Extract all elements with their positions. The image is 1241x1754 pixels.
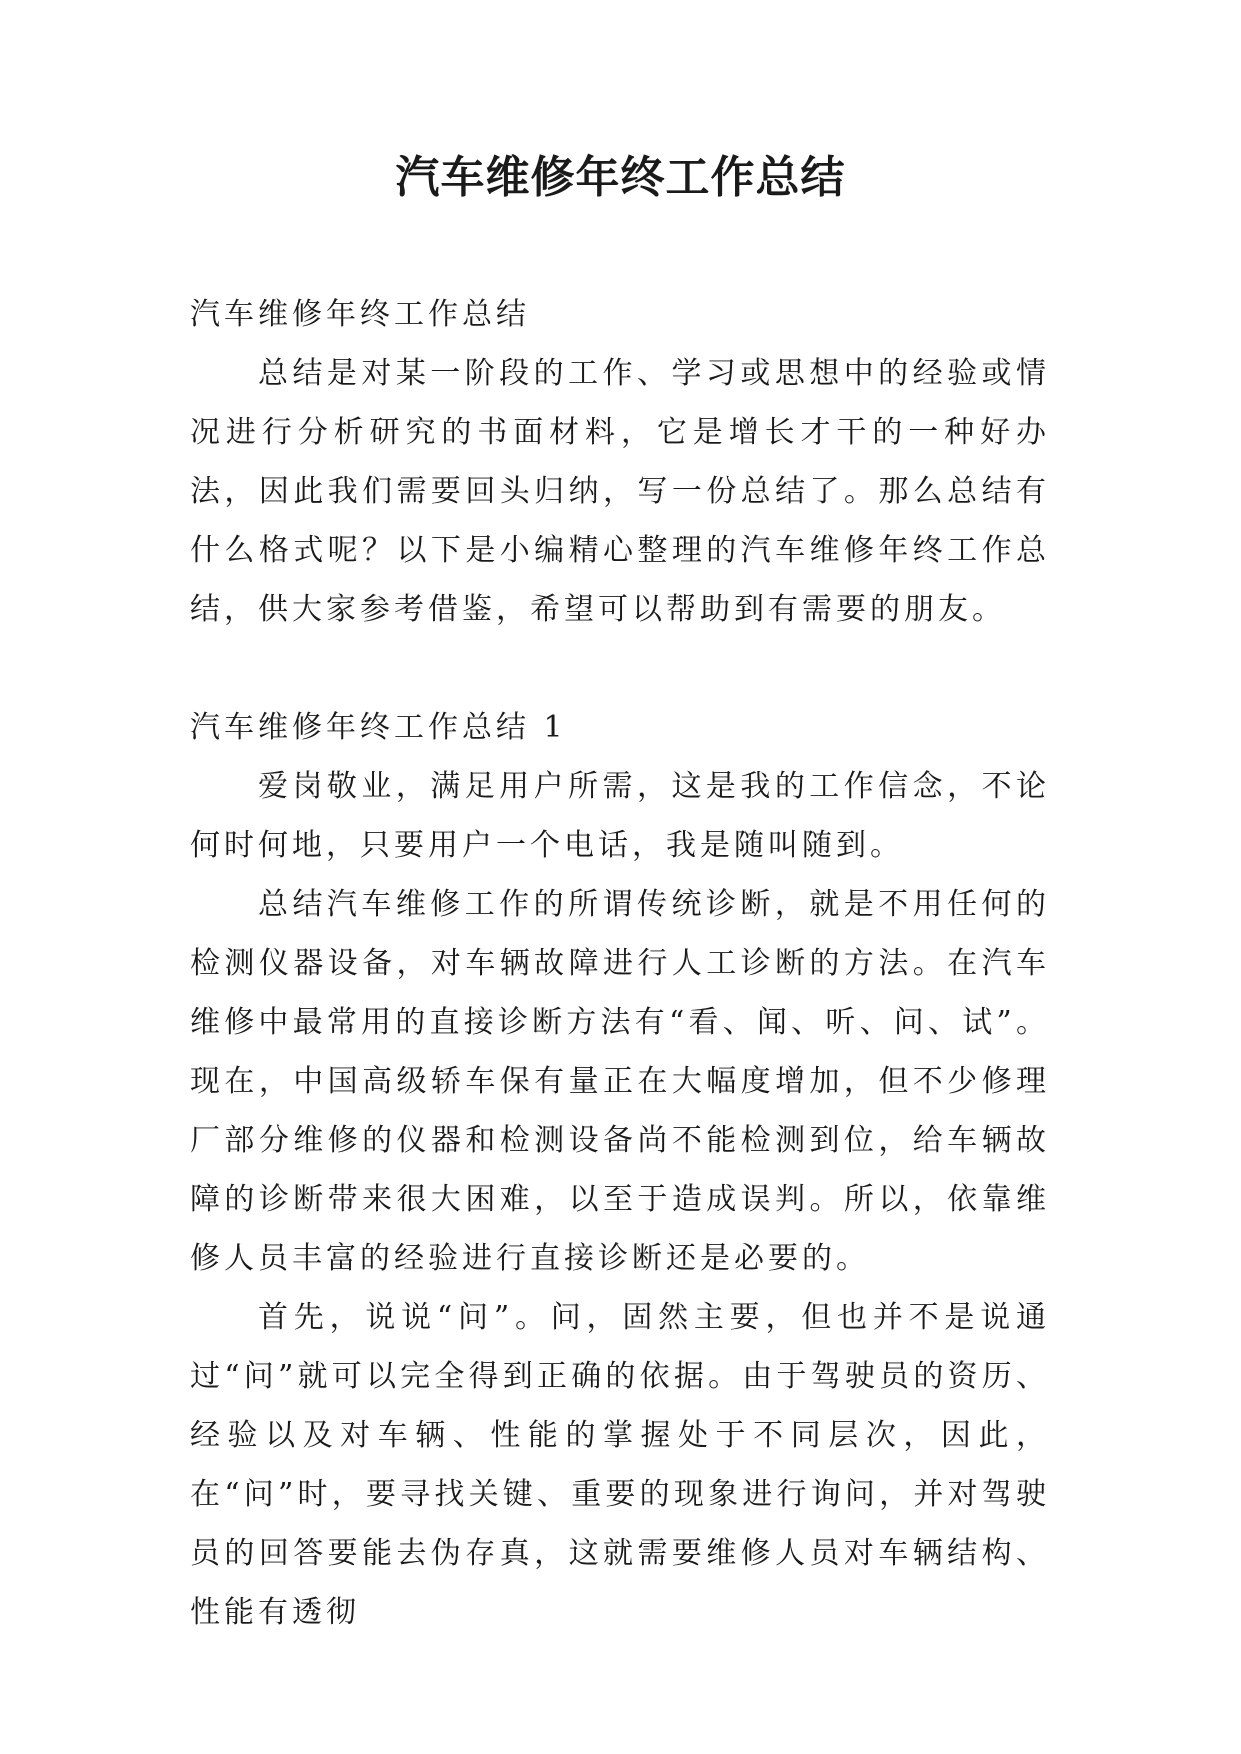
- section-1-paragraph-3: 首先，说说“问”。问，固然主要，但也并不是说通过“问”就可以完全得到正确的依据。由于驾驶员的资历、经验以及对车辆、性能的掌握处于不同层次，因此，在“问”时，要寻找关键、重要的现象进行询问，并对驾驶员的回答要能去伪存真，这就需要维修人员对车辆结构、性能有透彻: [190, 1300, 1050, 1630]
- intro-heading: 汽车维修年终工作总结: [190, 297, 530, 332]
- section-1-heading: 汽车维修年终工作总结 1: [190, 710, 567, 745]
- intro-paragraph: 总结是对某一阶段的工作、学习或思想中的经验或情况进行分析研究的书面材料，它是增长才干的一种好办法，因此我们需要回头归纳，写一份总结了。那么总结有什么格式呢？以下是小编精心整理的汽车维修年终工作总结，供大家参考借鉴，希望可以帮助到有需要的朋友。: [190, 356, 1050, 627]
- section-spacer: [190, 639, 1050, 698]
- document-title: 汽车维修年终工作总结: [395, 152, 846, 203]
- section-1-paragraph-1: 爱岗敬业，满足用户所需，这是我的工作信念，不论何时何地，只要用户一个电话，我是随叫随到。: [190, 769, 1050, 863]
- document-body: [190, 285, 1050, 1642]
- section-1-paragraph-2: 总结汽车维修工作的所谓传统诊断，就是不用任何的检测仪器设备，对车辆故障进行人工诊断的方法。在汽车维修中最常用的直接诊断方法有“看、闻、听、问、试”。现在，中国高级轿车保有量正在大幅度增加，但不少修理厂部分维修的仪器和检测设备尚不能检测到位，给车辆故障的诊断带来很大困难，以至于造成误判。所以，依靠维修人员丰富的经验进行直接诊断还是必要的。: [190, 887, 1050, 1276]
